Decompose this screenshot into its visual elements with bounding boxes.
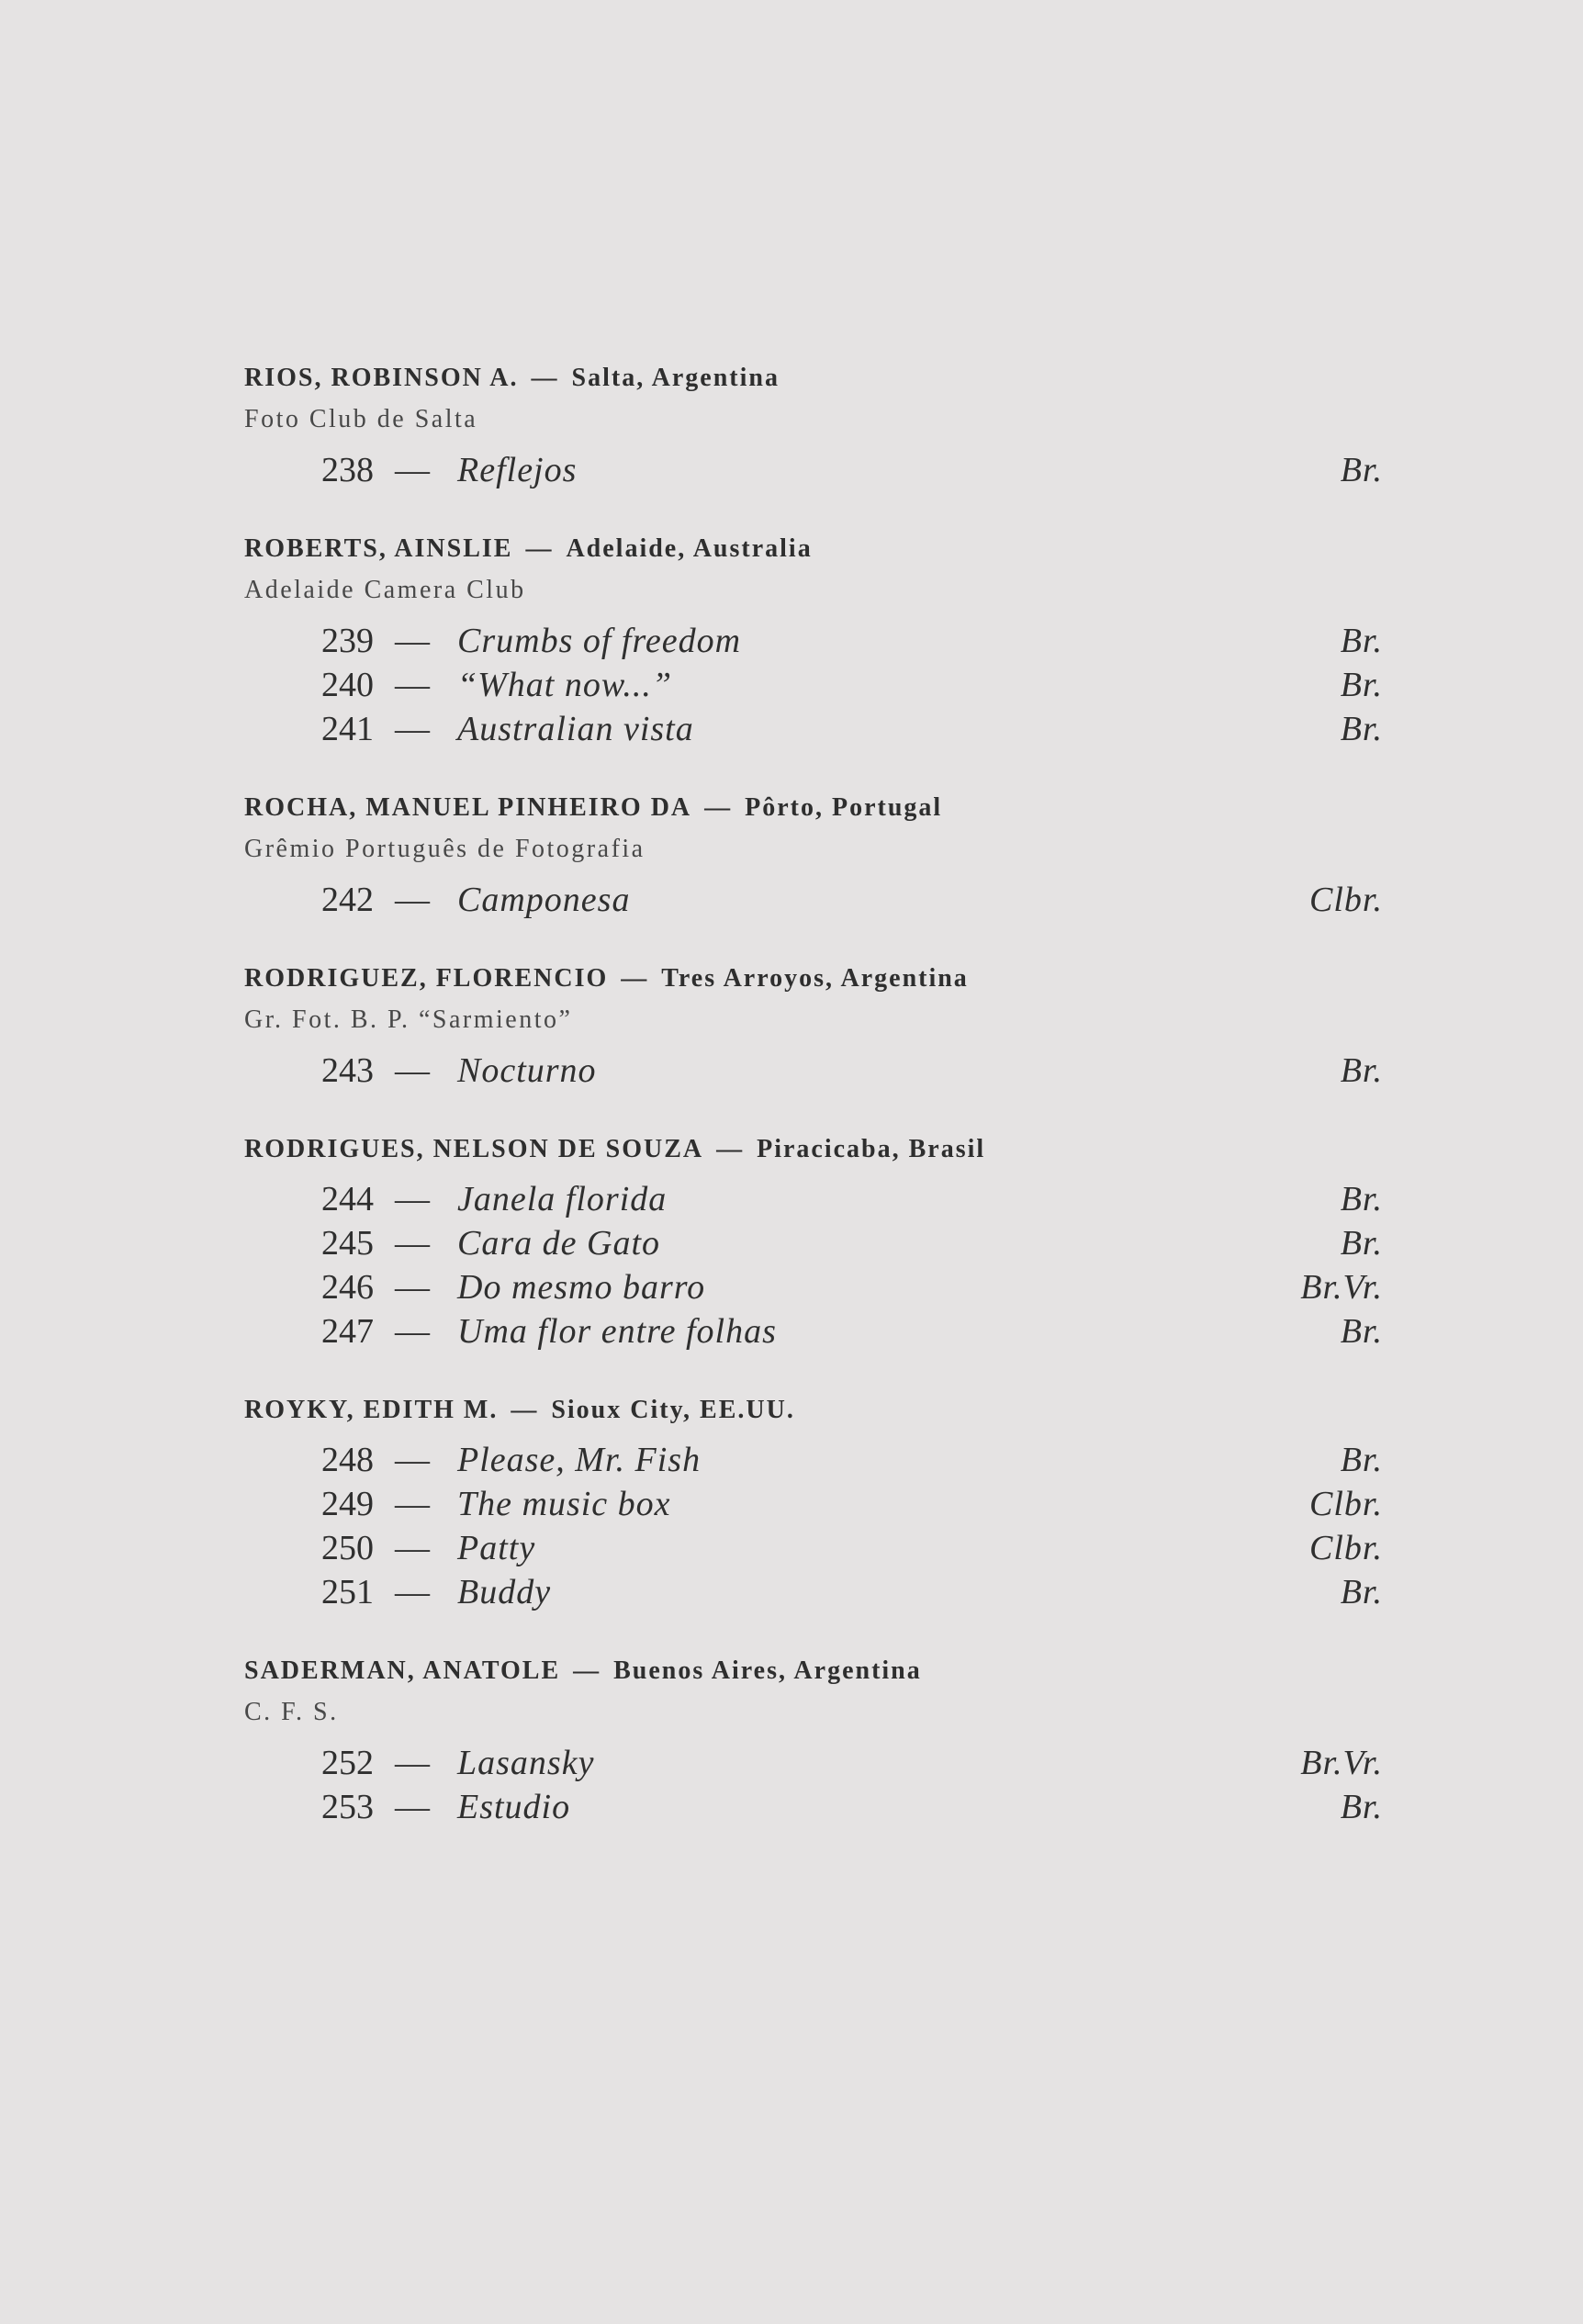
works-list: [244, 1741, 1383, 1829]
exhibitor-header: [244, 358, 1383, 399]
work-award: Br.: [1340, 1051, 1383, 1090]
exhibitor-entry: [244, 358, 1383, 492]
work-award: Br.: [1340, 1224, 1383, 1263]
work-title: “What now...”: [457, 666, 673, 704]
work-row: [244, 448, 1383, 492]
work-title: Nocturno: [457, 1051, 597, 1090]
work-row: [244, 1221, 1383, 1265]
exhibitor-club: Grêmio Português de Fotografia: [244, 835, 646, 863]
work-row: [244, 1177, 1383, 1221]
header-separator: —: [621, 964, 649, 993]
work-row: [244, 1049, 1383, 1093]
exhibitor-name: RODRIGUEZ, FLORENCIO: [244, 964, 609, 993]
work-number: 251: [321, 1573, 374, 1611]
works-list: [244, 878, 1383, 922]
exhibitor-club: Foto Club de Salta: [244, 405, 478, 433]
work-title: Lasansky: [457, 1744, 595, 1782]
header-separator: —: [716, 1135, 745, 1163]
exhibitor-header: [244, 529, 1383, 569]
work-award: Br.: [1340, 451, 1383, 489]
work-row: [244, 1438, 1383, 1482]
exhibitor-header: [244, 1390, 1383, 1431]
work-separator: —: [395, 1744, 430, 1782]
work-separator: —: [395, 710, 430, 748]
work-row: [244, 1265, 1383, 1309]
work-title: Cara de Gato: [457, 1224, 660, 1263]
work-number: 249: [321, 1485, 374, 1523]
work-separator: —: [395, 1441, 430, 1479]
work-separator: —: [395, 1788, 430, 1826]
exhibitor-name: SADERMAN, ANATOLE: [244, 1656, 561, 1685]
exhibitor-header: [244, 959, 1383, 999]
work-separator: —: [395, 451, 430, 489]
work-separator: —: [395, 1312, 430, 1351]
work-number: 252: [321, 1744, 374, 1782]
work-separator: —: [395, 622, 430, 660]
exhibitor-location: Pôrto, Portugal: [745, 793, 943, 822]
work-separator: —: [395, 1485, 430, 1523]
exhibitor-entry: [244, 529, 1383, 751]
work-separator: —: [395, 1573, 430, 1611]
exhibitor-entry: [244, 1390, 1383, 1614]
work-title: Please, Mr. Fish: [457, 1441, 702, 1479]
exhibitor-location: Piracicaba, Brasil: [757, 1135, 986, 1163]
entry-list: [244, 358, 1383, 1866]
header-separator: —: [531, 364, 559, 392]
work-award: Clbr.: [1309, 881, 1383, 919]
work-title: Uma flor entre folhas: [457, 1312, 777, 1351]
work-separator: —: [395, 881, 430, 919]
exhibitor-location: Tres Arroyos, Argentina: [661, 964, 969, 993]
work-number: 245: [321, 1224, 374, 1263]
work-number: 240: [321, 666, 374, 704]
work-number: 238: [321, 451, 374, 489]
works-list: [244, 619, 1383, 751]
exhibitor-location: Buenos Aires, Argentina: [613, 1656, 922, 1685]
work-award: Br.Vr.: [1300, 1744, 1383, 1782]
header-separator: —: [511, 1396, 539, 1424]
work-award: Clbr.: [1309, 1529, 1383, 1567]
work-separator: —: [395, 1529, 430, 1567]
work-title: Reflejos: [457, 451, 578, 489]
work-row: [244, 619, 1383, 663]
work-award: Br.: [1340, 1312, 1383, 1351]
work-separator: —: [395, 1180, 430, 1218]
work-award: Br.: [1340, 1180, 1383, 1218]
work-title: Janela florida: [457, 1180, 668, 1218]
work-title: Australian vista: [457, 710, 694, 748]
work-row: [244, 1309, 1383, 1353]
work-row: [244, 1570, 1383, 1614]
work-title: The music box: [457, 1485, 671, 1523]
works-list: [244, 1438, 1383, 1614]
work-award: Br.: [1340, 666, 1383, 704]
work-award: Br.Vr.: [1300, 1268, 1383, 1307]
work-number: 246: [321, 1268, 374, 1307]
work-title: Crumbs of freedom: [457, 622, 742, 660]
work-row: [244, 878, 1383, 922]
exhibitor-entry: [244, 959, 1383, 1093]
work-number: 248: [321, 1441, 374, 1479]
exhibitor-location: Salta, Argentina: [571, 364, 780, 392]
work-title: Estudio: [457, 1788, 571, 1826]
work-award: Br.: [1340, 1441, 1383, 1479]
work-title: Camponesa: [457, 881, 631, 919]
work-award: Br.: [1340, 1573, 1383, 1611]
header-separator: —: [525, 534, 554, 563]
work-row: [244, 1482, 1383, 1526]
work-separator: —: [395, 666, 430, 704]
work-award: Clbr.: [1309, 1485, 1383, 1523]
exhibitor-header: [244, 1129, 1383, 1170]
exhibitor-entry: [244, 1129, 1383, 1353]
works-list: [244, 448, 1383, 492]
exhibitor-location: Sioux City, EE.UU.: [551, 1396, 795, 1424]
work-row: [244, 1526, 1383, 1570]
exhibitor-header: [244, 1651, 1383, 1691]
exhibitor-entry: [244, 1651, 1383, 1829]
work-number: 242: [321, 881, 374, 919]
work-number: 250: [321, 1529, 374, 1567]
work-row: [244, 663, 1383, 707]
works-list: [244, 1177, 1383, 1353]
work-number: 253: [321, 1788, 374, 1826]
work-number: 241: [321, 710, 374, 748]
work-number: 243: [321, 1051, 374, 1090]
work-separator: —: [395, 1268, 430, 1307]
work-award: Br.: [1340, 1788, 1383, 1826]
works-list: [244, 1049, 1383, 1093]
work-title: Patty: [457, 1529, 536, 1567]
exhibitor-name: ROCHA, MANUEL PINHEIRO DA: [244, 793, 692, 822]
exhibitor-header: [244, 788, 1383, 828]
work-number: 247: [321, 1312, 374, 1351]
header-separator: —: [704, 793, 733, 822]
work-title: Do mesmo barro: [457, 1268, 706, 1307]
work-award: Br.: [1340, 622, 1383, 660]
exhibitor-location: Adelaide, Australia: [566, 534, 813, 563]
work-number: 244: [321, 1180, 374, 1218]
work-row: [244, 707, 1383, 751]
header-separator: —: [573, 1656, 601, 1685]
exhibitor-club: C. F. S.: [244, 1698, 339, 1726]
exhibitor-club: Adelaide Camera Club: [244, 576, 526, 604]
work-row: [244, 1741, 1383, 1785]
exhibitor-name: RODRIGUES, NELSON DE SOUZA: [244, 1135, 704, 1163]
work-separator: —: [395, 1224, 430, 1263]
exhibitor-club: Gr. Fot. B. P. “Sarmiento”: [244, 1005, 573, 1034]
work-number: 239: [321, 622, 374, 660]
exhibitor-entry: [244, 788, 1383, 922]
work-separator: —: [395, 1051, 430, 1090]
exhibitor-name: ROYKY, EDITH M.: [244, 1396, 499, 1424]
exhibitor-name: RIOS, ROBINSON A.: [244, 364, 519, 392]
exhibitor-name: ROBERTS, AINSLIE: [244, 534, 513, 563]
work-row: [244, 1785, 1383, 1829]
work-award: Br.: [1340, 710, 1383, 748]
work-title: Buddy: [457, 1573, 552, 1611]
